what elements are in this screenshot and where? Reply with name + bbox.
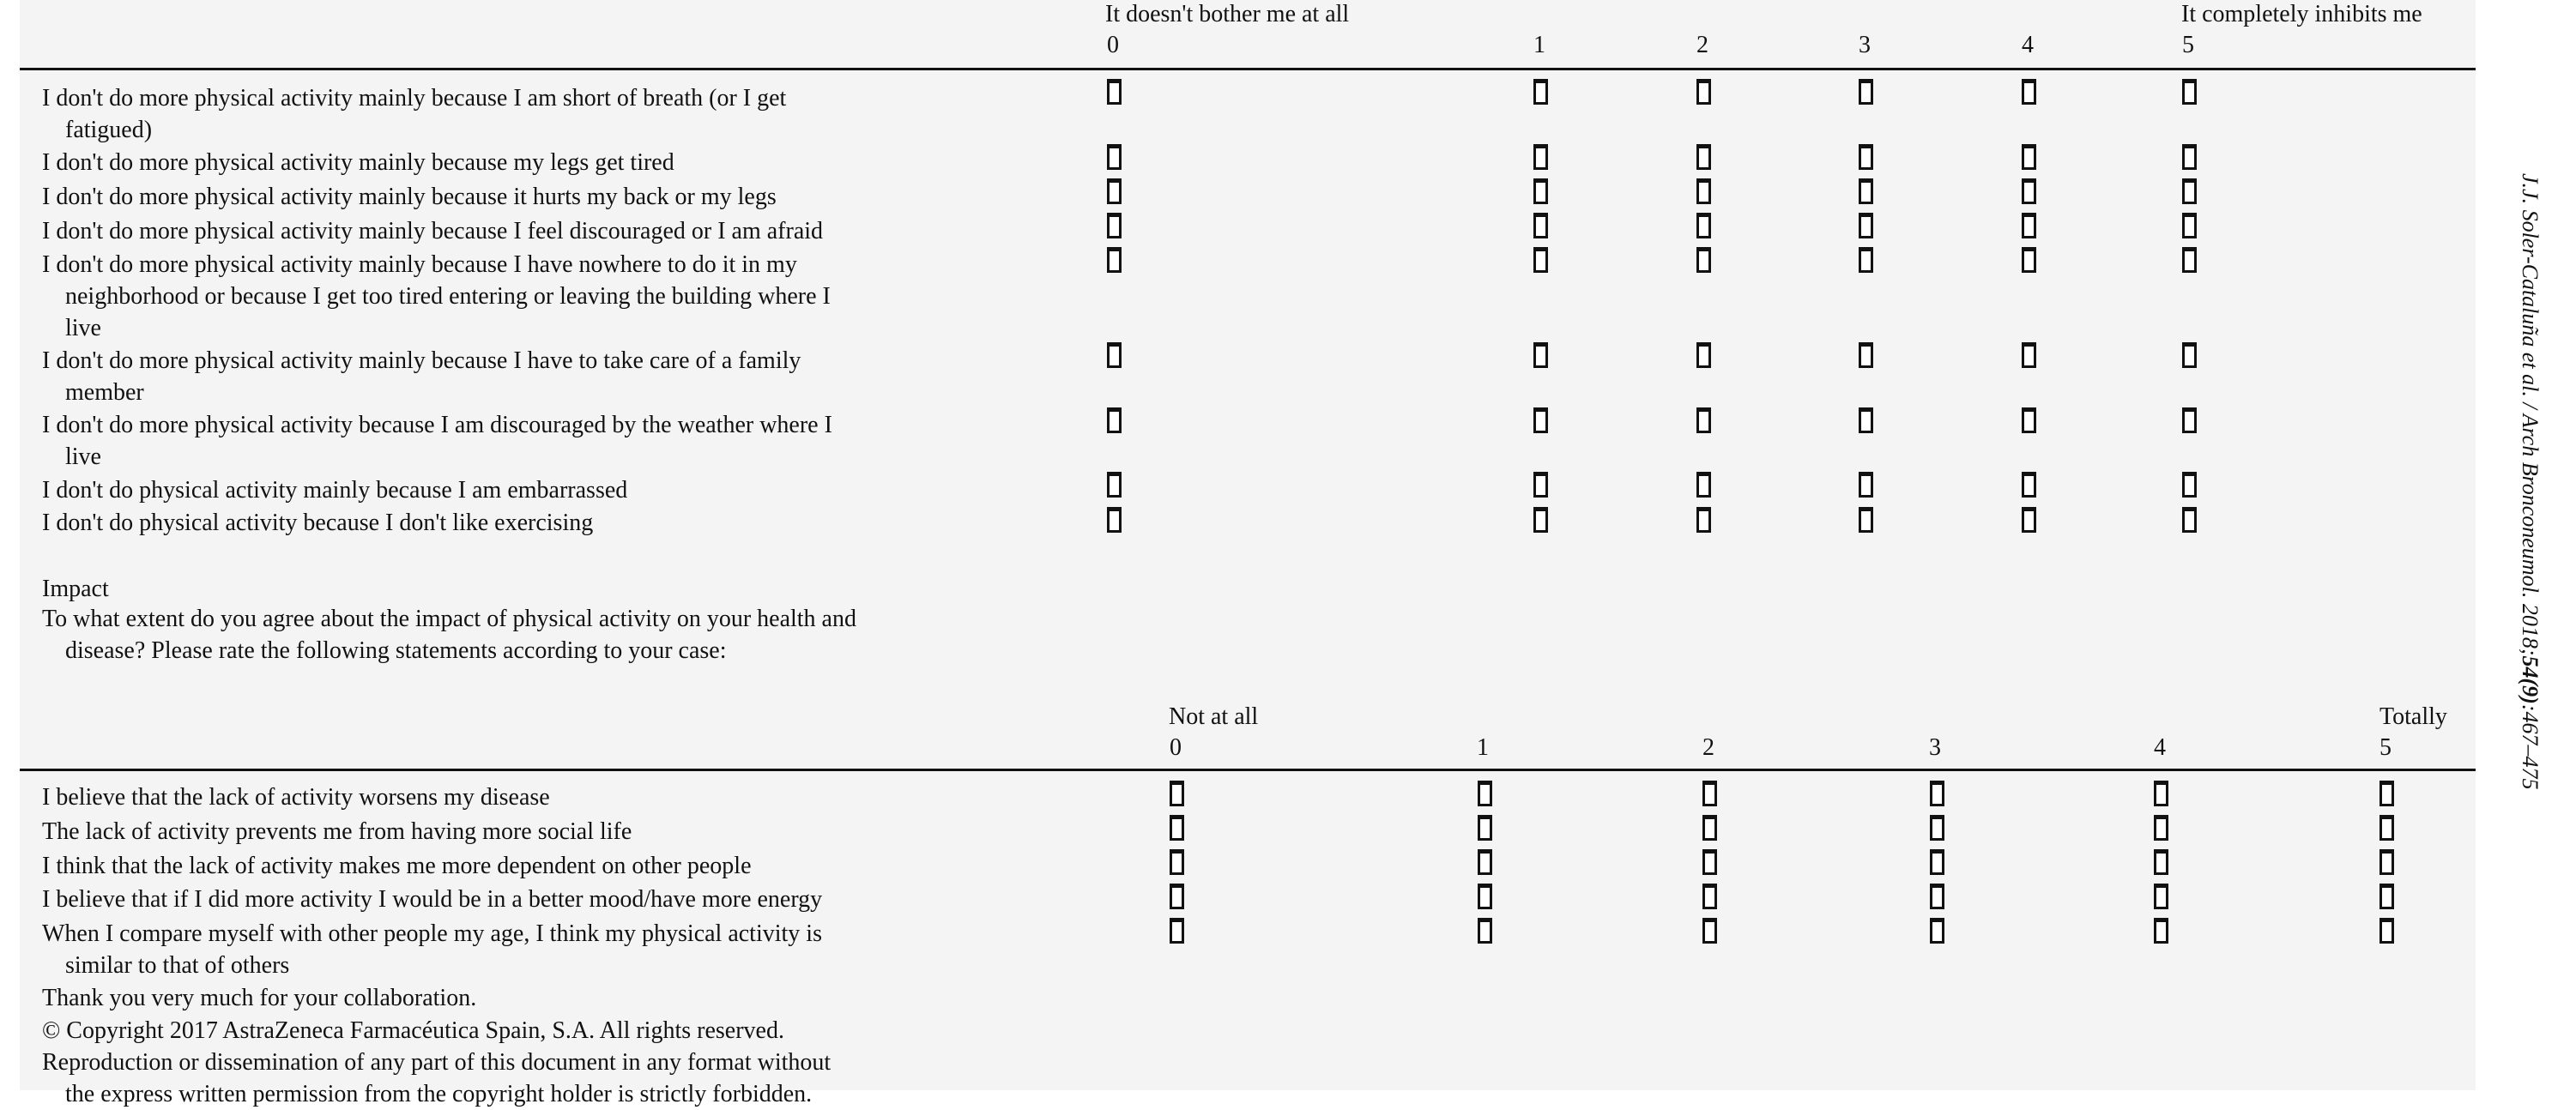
checkbox-barrier-2-score-1[interactable] bbox=[1533, 144, 1548, 170]
checkbox-barrier-3-score-3[interactable] bbox=[1859, 178, 1873, 204]
checkbox-impact-4-score-0[interactable] bbox=[1170, 884, 1184, 909]
checkbox-impact-5-score-1[interactable] bbox=[1478, 918, 1492, 944]
checkbox-impact-3-score-5[interactable] bbox=[2379, 849, 2394, 875]
barrier-row-1-label: I don't do more physical activity mainly because I am short of breath (or I get fatigued) bbox=[42, 85, 787, 143]
checkbox-barrier-2-score-2[interactable] bbox=[1696, 144, 1711, 170]
checkbox-impact-3-score-4[interactable] bbox=[2154, 849, 2168, 875]
impact-row-3-label: I think that the lack of activity makes me more dependent on other people bbox=[42, 853, 752, 879]
checkbox-barrier-9-score-0[interactable] bbox=[1107, 507, 1122, 533]
impact-row-2-label: The lack of activity prevents me from having more social life bbox=[42, 818, 632, 845]
checkbox-impact-2-score-3[interactable] bbox=[1930, 815, 1944, 841]
checkbox-barrier-2-score-0[interactable] bbox=[1107, 144, 1122, 170]
barrier-row-3-label: I don't do more physical activity mainly because it hurts my back or my legs bbox=[42, 184, 777, 210]
checkbox-barrier-8-score-1[interactable] bbox=[1533, 472, 1548, 498]
checkbox-barrier-1-score-2[interactable] bbox=[1696, 79, 1711, 105]
checkbox-impact-5-score-4[interactable] bbox=[2154, 918, 2168, 944]
copyright-text: © Copyright 2017 AstraZeneca Farmacéutica Spain, S.A. All rights reserved. bbox=[42, 1017, 784, 1044]
checkbox-impact-4-score-2[interactable] bbox=[1702, 884, 1717, 909]
checkbox-barrier-3-score-2[interactable] bbox=[1696, 178, 1711, 204]
checkbox-barrier-1-score-3[interactable] bbox=[1859, 79, 1873, 105]
checkbox-barrier-9-score-3[interactable] bbox=[1859, 507, 1873, 533]
impact-scale-value-5: 5 bbox=[2379, 734, 2392, 761]
checkbox-barrier-6-score-0[interactable] bbox=[1107, 342, 1122, 368]
impact-scale-value-3: 3 bbox=[1929, 734, 1941, 761]
checkbox-impact-2-score-0[interactable] bbox=[1170, 815, 1184, 841]
scale-value-5: 5 bbox=[2182, 32, 2194, 58]
checkbox-impact-2-score-4[interactable] bbox=[2154, 815, 2168, 841]
scale-value-3: 3 bbox=[1859, 32, 1871, 58]
checkbox-impact-5-score-0[interactable] bbox=[1170, 918, 1184, 944]
barrier-row-8-label: I don't do physical activity mainly because I am embarrassed bbox=[42, 477, 628, 504]
checkbox-impact-5-score-2[interactable] bbox=[1702, 918, 1717, 944]
reproduction-notice: Reproduction or dissemination of any part of this document in any format without the express written permission from the copyright holder is strictly forbidden. bbox=[42, 1049, 831, 1107]
checkbox-impact-5-score-5[interactable] bbox=[2379, 918, 2394, 944]
checkbox-barrier-7-score-5[interactable] bbox=[2182, 407, 2197, 433]
scale-value-4: 4 bbox=[2022, 32, 2034, 58]
impact-scale-high-label: Totally bbox=[2379, 703, 2447, 730]
checkbox-barrier-7-score-1[interactable] bbox=[1533, 407, 1548, 433]
checkbox-impact-2-score-2[interactable] bbox=[1702, 815, 1717, 841]
impact-row-5-label: When I compare myself with other people my age, I think my physical activity is similar to that of others bbox=[42, 920, 822, 979]
checkbox-barrier-8-score-4[interactable] bbox=[2022, 472, 2036, 498]
impact-scale-value-2: 2 bbox=[1702, 734, 1714, 761]
barrier-row-4-label: I don't do more physical activity mainly because I feel discouraged or I am afraid bbox=[42, 218, 824, 244]
checkbox-barrier-1-score-0[interactable] bbox=[1107, 79, 1122, 105]
impact-scale-value-4: 4 bbox=[2154, 734, 2166, 761]
checkbox-barrier-9-score-1[interactable] bbox=[1533, 507, 1548, 533]
checkbox-barrier-5-score-1[interactable] bbox=[1533, 247, 1548, 273]
checkbox-barrier-2-score-5[interactable] bbox=[2182, 144, 2197, 170]
barrier-row-5-label: I don't do more physical activity mainly because I have nowhere to do it in my neighborhood or because I get too tired entering or leaving the building where I live bbox=[42, 251, 831, 341]
checkbox-impact-3-score-0[interactable] bbox=[1170, 849, 1184, 875]
checkbox-impact-3-score-1[interactable] bbox=[1478, 849, 1492, 875]
checkbox-barrier-7-score-2[interactable] bbox=[1696, 407, 1711, 433]
impact-row-1-label: I believe that the lack of activity worsens my disease bbox=[42, 784, 550, 811]
checkbox-impact-2-score-5[interactable] bbox=[2379, 815, 2394, 841]
checkbox-barrier-4-score-2[interactable] bbox=[1696, 213, 1711, 238]
checkbox-barrier-1-score-4[interactable] bbox=[2022, 79, 2036, 105]
impact-heading: Impact bbox=[42, 576, 109, 602]
thanks-text: Thank you very much for your collaboration. bbox=[42, 985, 477, 1011]
checkbox-barrier-4-score-5[interactable] bbox=[2182, 213, 2197, 238]
checkbox-impact-1-score-5[interactable] bbox=[2379, 781, 2394, 806]
checkbox-barrier-5-score-2[interactable] bbox=[1696, 247, 1711, 273]
checkbox-barrier-6-score-4[interactable] bbox=[2022, 342, 2036, 368]
barrier-row-2-label: I don't do more physical activity mainly because my legs get tired bbox=[42, 149, 674, 176]
checkbox-barrier-5-score-4[interactable] bbox=[2022, 247, 2036, 273]
impact-scale-value-1: 1 bbox=[1477, 734, 1489, 761]
checkbox-impact-1-score-2[interactable] bbox=[1702, 781, 1717, 806]
checkbox-barrier-3-score-5[interactable] bbox=[2182, 178, 2197, 204]
checkbox-impact-1-score-1[interactable] bbox=[1478, 781, 1492, 806]
checkbox-barrier-5-score-3[interactable] bbox=[1859, 247, 1873, 273]
barrier-row-6-label: I don't do more physical activity mainly because I have to take care of a family member bbox=[42, 347, 801, 406]
checkbox-barrier-9-score-2[interactable] bbox=[1696, 507, 1711, 533]
checkbox-barrier-3-score-4[interactable] bbox=[2022, 178, 2036, 204]
checkbox-barrier-9-score-5[interactable] bbox=[2182, 507, 2197, 533]
checkbox-impact-1-score-0[interactable] bbox=[1170, 781, 1184, 806]
checkbox-barrier-5-score-5[interactable] bbox=[2182, 247, 2197, 273]
checkbox-impact-3-score-3[interactable] bbox=[1930, 849, 1944, 875]
scale-low-label: It doesn't bother me at all bbox=[1105, 1, 1350, 27]
checkbox-barrier-4-score-3[interactable] bbox=[1859, 213, 1873, 238]
impact-header-rule bbox=[20, 769, 2476, 771]
scale-value-0: 0 bbox=[1107, 32, 1119, 58]
checkbox-barrier-7-score-0[interactable] bbox=[1107, 407, 1122, 433]
barrier-row-9-label: I don't do physical activity because I don't like exercising bbox=[42, 510, 594, 536]
checkbox-barrier-1-score-5[interactable] bbox=[2182, 79, 2197, 105]
checkbox-barrier-5-score-0[interactable] bbox=[1107, 247, 1122, 273]
checkbox-impact-4-score-3[interactable] bbox=[1930, 884, 1944, 909]
impact-question: To what extent do you agree about the impact of physical activity on your health and disease? Please rate the following statements according to your case: bbox=[42, 606, 856, 664]
checkbox-impact-4-score-1[interactable] bbox=[1478, 884, 1492, 909]
impact-scale-low-label: Not at all bbox=[1169, 703, 1259, 730]
checkbox-impact-5-score-3[interactable] bbox=[1930, 918, 1944, 944]
checkbox-barrier-8-score-2[interactable] bbox=[1696, 472, 1711, 498]
checkbox-barrier-8-score-0[interactable] bbox=[1107, 472, 1122, 498]
checkbox-barrier-3-score-0[interactable] bbox=[1107, 178, 1122, 204]
checkbox-barrier-4-score-1[interactable] bbox=[1533, 213, 1548, 238]
checkbox-barrier-6-score-1[interactable] bbox=[1533, 342, 1548, 368]
checkbox-barrier-8-score-3[interactable] bbox=[1859, 472, 1873, 498]
checkbox-barrier-9-score-4[interactable] bbox=[2022, 507, 2036, 533]
checkbox-barrier-6-score-2[interactable] bbox=[1696, 342, 1711, 368]
checkbox-barrier-6-score-5[interactable] bbox=[2182, 342, 2197, 368]
checkbox-impact-1-score-4[interactable] bbox=[2154, 781, 2168, 806]
checkbox-barrier-6-score-3[interactable] bbox=[1859, 342, 1873, 368]
table-header-rule bbox=[20, 68, 2476, 70]
checkbox-impact-2-score-1[interactable] bbox=[1478, 815, 1492, 841]
checkbox-barrier-4-score-4[interactable] bbox=[2022, 213, 2036, 238]
checkbox-barrier-2-score-3[interactable] bbox=[1859, 144, 1873, 170]
checkbox-impact-4-score-5[interactable] bbox=[2379, 884, 2394, 909]
checkbox-barrier-7-score-3[interactable] bbox=[1859, 407, 1873, 433]
checkbox-barrier-8-score-5[interactable] bbox=[2182, 472, 2197, 498]
running-head-citation: J.J. Soler-Cataluña et al. / Arch Bronconeumol. 2018;54(9):467–475 bbox=[2518, 173, 2543, 790]
scale-high-label: It completely inhibits me bbox=[2181, 1, 2422, 27]
checkbox-barrier-3-score-1[interactable] bbox=[1533, 178, 1548, 204]
checkbox-impact-4-score-4[interactable] bbox=[2154, 884, 2168, 909]
checkbox-barrier-1-score-1[interactable] bbox=[1533, 79, 1548, 105]
scale-value-2: 2 bbox=[1696, 32, 1708, 58]
checkbox-barrier-4-score-0[interactable] bbox=[1107, 213, 1122, 238]
checkbox-barrier-2-score-4[interactable] bbox=[2022, 144, 2036, 170]
impact-scale-value-0: 0 bbox=[1170, 734, 1182, 761]
scale-value-1: 1 bbox=[1533, 32, 1545, 58]
checkbox-impact-1-score-3[interactable] bbox=[1930, 781, 1944, 806]
checkbox-impact-3-score-2[interactable] bbox=[1702, 849, 1717, 875]
barrier-row-7-label: I don't do more physical activity because I am discouraged by the weather where I live bbox=[42, 412, 832, 470]
checkbox-barrier-7-score-4[interactable] bbox=[2022, 407, 2036, 433]
impact-row-4-label: I believe that if I did more activity I would be in a better mood/have more energy bbox=[42, 886, 823, 913]
